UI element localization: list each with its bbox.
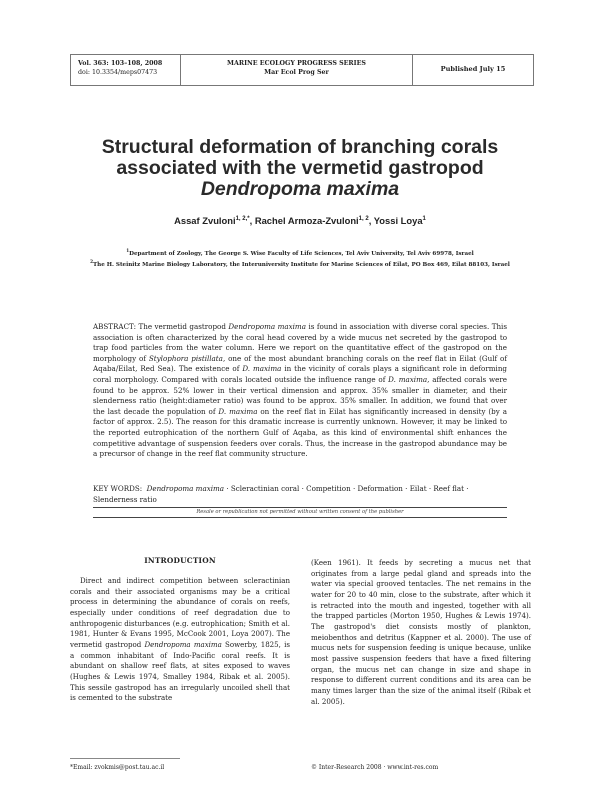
paragraph [70,576,290,704]
keywords-label: KEY WORDS: [93,484,143,493]
author-separator: , [249,215,255,226]
divider [93,507,507,508]
footnote-divider [70,758,180,759]
doi-line: doi: 10.3354/meps07473 [78,69,158,76]
body-text: Sowerby, 1825, is a common inhabitant of Indo-Pacific coral reefs. It is abundant on shallow reef flats, at sites exposed to waves (Hughes & Lewis 1974, Smalley 1984, Ribak et al. 2005). This sessile gastropod has an irregularly uncoiled shell that is cemented to the substrate [70,639,290,703]
paper-title [40,137,560,200]
body-column-right [311,558,531,707]
author-affil-sup: 1, 2, [235,215,248,222]
section-heading: INTRODUCTION [144,556,216,565]
published-date: Published July 15 [440,65,506,73]
affiliation-2 [80,258,520,269]
volume-line: Vol. 363: 103–108, 2008 [78,60,163,67]
keyword-species: Dendropoma maxima [146,484,225,493]
species-name: Dendropoma maxima [144,639,222,649]
abstract [93,322,507,460]
divider [93,517,507,518]
keywords [93,484,507,505]
volume-info [71,55,181,85]
abstract-text: , one of the most abundant branching corals on the reef flat in Eilat (Gulf of Aqaba/Eilat, Red Sea). The existence of [93,353,507,374]
author-affil-sup: 1 [422,215,426,222]
author-name: Yossi Loya [373,215,423,226]
affiliation-text: Department of Zoology, The George S. Wise Faculty of Life Sciences, Tel Aviv University, Tel Aviv 69978, Israel [129,250,474,257]
paragraph: (Keen 1961). It feeds by secreting a mucus net that originates from a large pedal gland and spreads into the water via special grooved tentacles. The net remains in the water for 20 to 40 min, close to the substrate, after which it is retracted into the mouth and ingested, together with all the trapped particles (Morton 1950, Hughes & Lewis 1974). The gastropod's diet consists mostly of plankton, meiobenthos and detritus (Kappner et al. 2000). The use of mucus nets for suspension feeding is unique because, unlike most passive suspension feeders that have a fixed filtering organ, the mucus net can change in size and shape in response to different current conditions and its area can be many times larger than the size of the animal itself (Ribak et al. 2005). [311,558,531,706]
species-name: D. maxima [388,374,428,384]
body-text: Direct and indirect competition between scleractinian corals and their associated organisms may be a critical process in determining the abundance of corals on reefs, especially under conditions of reef degradation due to anthropogenic disturbances (e.g. eutrophication; Smith et al. 1981, Hunter & Evans 1995, McCook 2001, Loya 2007). The vermetid gastropod [70,576,290,649]
author-affil-sup: 1, 2 [358,215,369,222]
title-line-3: Dendropoma maxima [200,178,400,200]
affiliations [80,247,520,270]
species-name: Stylophora pistillata [148,353,223,363]
journal-abbrev: Mar Ecol Prog Ser [264,69,329,76]
abstract-label: ABSTRACT: [93,322,136,331]
journal-header [70,54,534,86]
resale-notice: Resale or republication not permitted without written consent of the publisher [196,509,404,515]
abstract-text: , affected corals were found to be approx. 52% lower in their vertical dimension and approx. 35% smaller in diameter, and their slenderness ratio (height:diameter ratio) was found to be approx. 35% smaller. In addition, we found that over the last decade the population of [93,374,507,416]
abstract-text: The vermetid gastropod [135,322,229,331]
body-column-left [70,576,290,704]
corresponding-email: *Email: zvokmis@post.tau.ac.il [70,764,165,771]
author-list [0,215,600,226]
species-name: D. maxima [218,406,258,416]
affiliation-1 [80,247,520,258]
abstract-text: on the reef flat in Eilat has significantly increased in density (by a factor of approx. 2.5). The reason for this dramatic increase is currently unknown. However, it may be linked to the reported eutrophication of the northern Gulf of Aqaba, as this kind of environmental shift enhances the competitive advantage of suspension feeders over corals. Thus, the increase in the gastropod abundance may be a precursor of change in the reef flat community structure. [93,406,507,459]
species-name: Dendropoma maxima [228,322,306,331]
affiliation-sup: 2 [90,259,93,265]
title-line-1: Structural deformation of branching corals [101,136,499,158]
keyword-list: · Scleractinian coral · Competition · Deformation · Eilat · Reef flat · Slenderness ratio [93,484,469,504]
title-line-2: associated with the vermetid gastropod [116,157,484,179]
journal-title: MARINE ECOLOGY PROGRESS SERIES [227,60,366,67]
affiliation-text: The H. Steinitz Marine Biology Laboratory, the Interuniversity Institute for Marine Sciences of Eilat, PO Box 469, Eilat 88103, Israel [93,262,510,269]
copyright: © Inter-Research 2008 · www.int-res.com [311,764,439,771]
species-name: D. maxima [242,364,282,374]
journal-name [181,55,413,85]
author-separator: , [368,215,374,226]
affiliation-sup: 1 [126,248,130,253]
abstract-text: in the vicinity of corals plays a significant role in deforming coral morphology. Compared with corals located outside the influence range of [93,364,507,384]
corresponding-mark: * [247,215,250,222]
abstract-text: is found in association with diverse coral species. This association is often characterized by the coral head covered by a wide mucus net secreted by the gastropod to trap food particles from the water column. Here we report on the quantitative effect of the gastropod on the morphology of [93,322,508,363]
author-name: Rachel Armoza-Zvuloni [254,215,359,226]
author-name: Assaf Zvuloni [174,215,236,226]
